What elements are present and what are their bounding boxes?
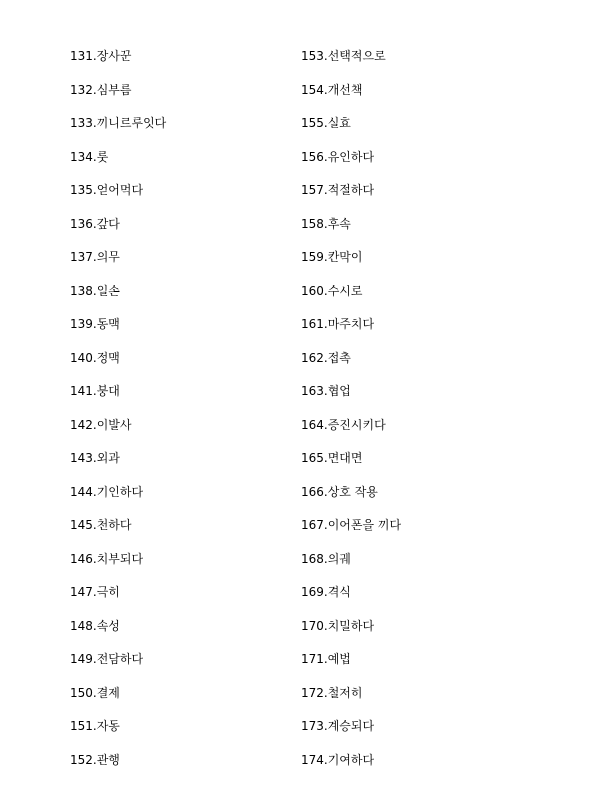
vocabulary-entry: 146.치부되다 <box>70 551 144 566</box>
vocabulary-entry: 170.치밀하다 <box>301 618 375 633</box>
vocabulary-entry: 139.동맥 <box>70 317 120 331</box>
vocabulary-entry: 131.장사꾼 <box>70 49 132 63</box>
vocabulary-entry: 164.증진시키다 <box>301 417 386 432</box>
vocabulary-column-right <box>301 44 401 781</box>
vocabulary-entry: 158.후속 <box>301 216 351 231</box>
vocabulary-entry: 138.일손 <box>70 283 120 298</box>
vocabulary-entry: 155.실효 <box>301 116 351 130</box>
vocabulary-entry: 154.개선책 <box>301 82 363 97</box>
vocabulary-entry: 157.적절하다 <box>301 183 375 197</box>
vocabulary-entry: 143.외과 <box>70 451 120 465</box>
vocabulary-entry: 165.면대면 <box>301 451 363 465</box>
vocabulary-entry: 156.유인하다 <box>301 149 375 164</box>
vocabulary-entry: 160.수시로 <box>301 283 363 298</box>
vocabulary-entry: 162.접촉 <box>301 350 351 365</box>
vocabulary-entry: 137.의무 <box>70 250 120 264</box>
vocabulary-entry: 141.붕대 <box>70 384 120 398</box>
vocabulary-entry: 133.끼니르루잇다 <box>70 116 167 130</box>
vocabulary-entry: 152.관행 <box>70 752 120 767</box>
vocabulary-entry: 161.마주치다 <box>301 317 375 331</box>
vocabulary-entry: 166.상호 작용 <box>301 484 378 499</box>
vocabulary-entry: 148.속성 <box>70 618 120 633</box>
vocabulary-entry: 135.얻어먹다 <box>70 183 144 197</box>
vocabulary-entry: 144.기인하다 <box>70 484 144 499</box>
vocabulary-entry: 169.격식 <box>301 585 351 599</box>
vocabulary-entry: 149.전담하다 <box>70 652 144 666</box>
vocabulary-entry: 163.협업 <box>301 384 351 398</box>
vocabulary-entry: 172.철저히 <box>301 685 363 700</box>
vocabulary-entry: 168.의궤 <box>301 551 351 566</box>
vocabulary-entry: 151.자동 <box>70 719 120 733</box>
vocabulary-entry: 134.룻 <box>70 149 109 164</box>
vocabulary-entry: 145.천하다 <box>70 518 132 532</box>
vocabulary-entry: 132.심부름 <box>70 82 132 97</box>
vocabulary-entry: 153.선택적으로 <box>301 49 386 63</box>
vocabulary-entry: 142.이발사 <box>70 417 132 432</box>
vocabulary-entry: 150.결제 <box>70 685 120 700</box>
vocabulary-entry: 173.계승되다 <box>301 719 375 733</box>
vocabulary-entry: 167.이어폰을 끼다 <box>301 518 402 532</box>
vocabulary-entry: 147.극히 <box>70 585 120 599</box>
vocabulary-entry: 159.칸막이 <box>301 250 363 264</box>
vocabulary-entry: 174.기여하다 <box>301 752 375 767</box>
vocabulary-entry: 171.예법 <box>301 652 351 666</box>
vocabulary-entry: 140.정맥 <box>70 350 120 365</box>
vocabulary-entry: 136.갚다 <box>70 216 120 231</box>
vocabulary-column-left <box>70 44 166 781</box>
